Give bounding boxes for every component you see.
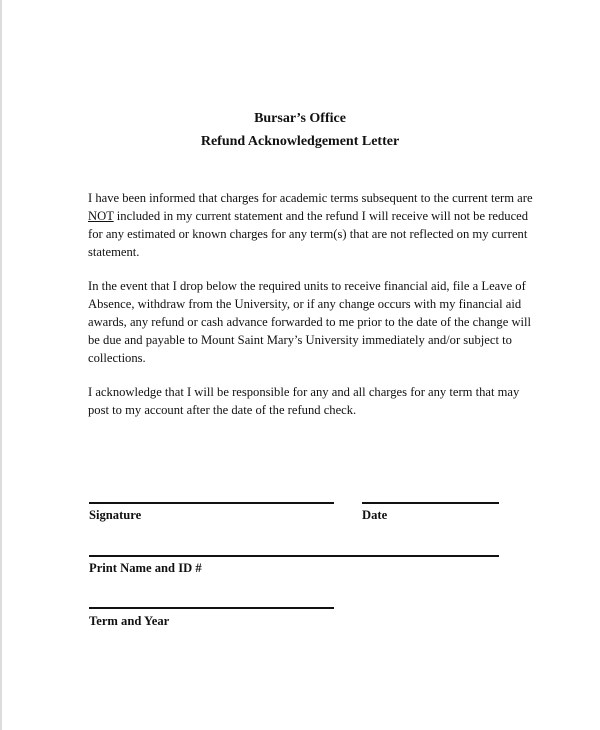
date-label: Date [362,508,388,522]
paragraph-line: Absence, withdraw from the University, or if any change occurs with my financial aid [88,297,522,311]
underlined-not: NOT [88,209,114,223]
paragraph-financial-aid [88,277,532,367]
paragraph-line: collections. [88,351,146,365]
paragraph-line-rest: included in my current statement and the refund I will receive will not be reduced [113,209,529,223]
paragraph-line: In the event that I drop below the required units to receive financial aid, file a Leave of [88,279,526,293]
paragraph-line: awards, any refund or cash advance forwarded to me prior to the date of the change will [88,315,532,329]
date-line[interactable] [362,502,499,504]
signature-label: Signature [89,508,142,522]
paragraph-line: post to my account after the date of the refund check. [88,403,357,417]
paragraph-line: I have been informed that charges for academic terms subsequent to the current term are [88,191,533,205]
paragraph-line: statement. [88,245,140,259]
paragraph-line: for any estimated or known charges for any term(s) that are not reflected on my current [88,227,528,241]
paragraph-line [88,207,529,225]
print-name-line[interactable] [89,555,499,557]
office-heading: Bursar’s Office [254,111,346,126]
paragraph-line: be due and payable to Mount Saint Mary’s University immediately and/or subject to [88,333,512,347]
paragraph-acknowledgement [88,383,520,419]
print-name-label: Print Name and ID # [89,561,202,575]
term-year-label: Term and Year [89,614,170,628]
term-year-line[interactable] [89,607,334,609]
signature-line[interactable] [89,502,334,504]
paragraph-line: I acknowledge that I will be responsible for any and all charges for any term that may [88,385,520,399]
paragraph-terms-notice [88,189,533,261]
letter-title: Refund Acknowledgement Letter [200,134,400,149]
